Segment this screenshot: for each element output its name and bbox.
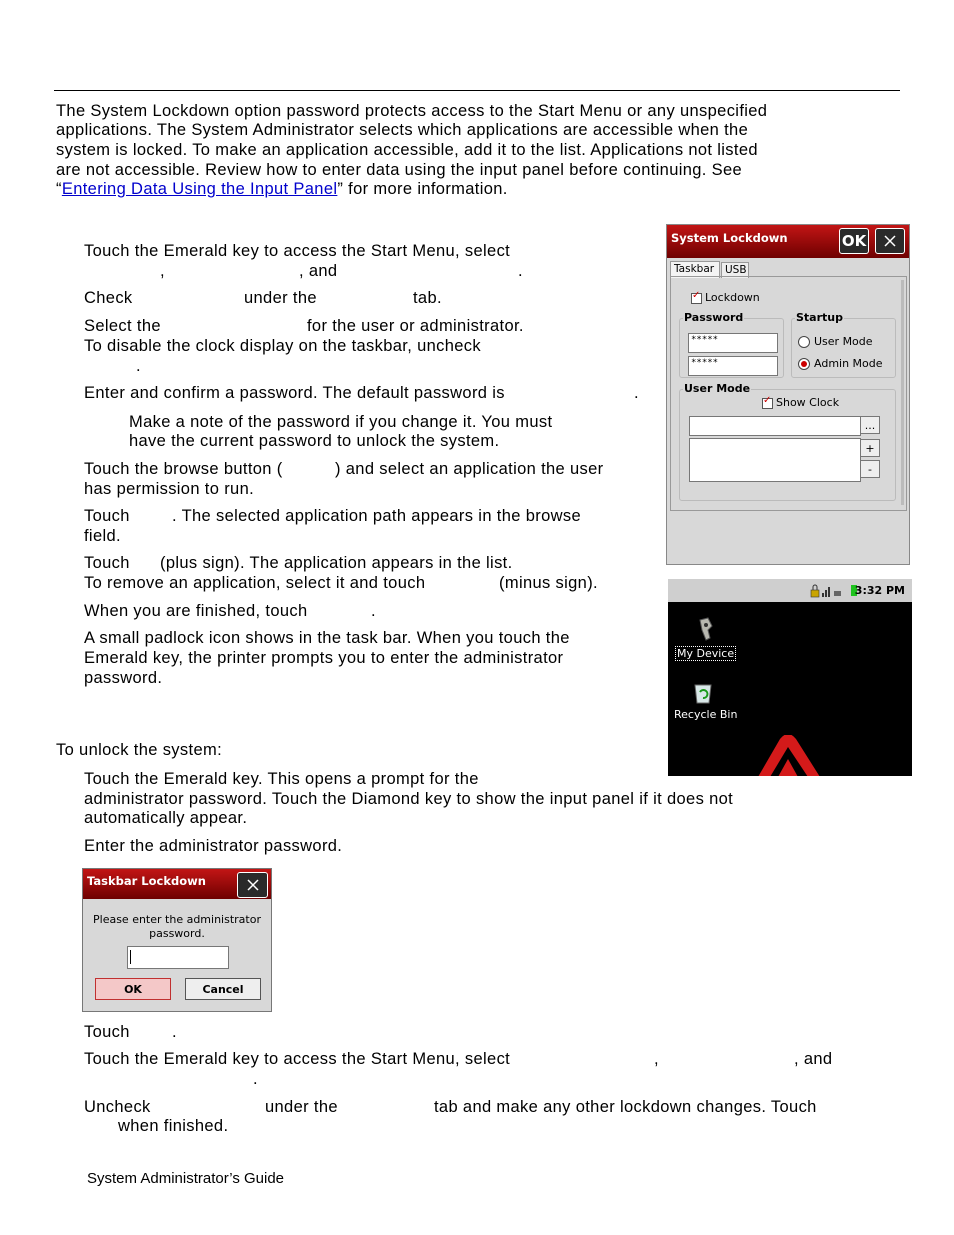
scrollbar[interactable] <box>901 280 904 505</box>
step-3-rest: for the user or administrator. <box>307 317 524 335</box>
desktop-screenshot <box>668 579 912 776</box>
step-6-rest: . The selected application path appears in the browse <box>172 507 581 525</box>
quote-mark: “ <box>56 180 62 198</box>
my-device-icon[interactable] <box>694 616 720 644</box>
step-1-period: . <box>518 262 523 280</box>
step-3-clock: To disable the clock display on the taskbar, uncheck <box>84 337 482 355</box>
unlock-step-5-line2: when finished. <box>118 1117 229 1135</box>
lockdown-checkbox[interactable] <box>691 291 760 304</box>
unlock-step-3-period: . <box>172 1023 177 1041</box>
close-icon <box>246 878 260 892</box>
intro-line: The System Lockdown option password protects access to the Start Menu or any unspecified <box>56 102 768 120</box>
prompt-line: Please enter the administrator <box>93 913 261 926</box>
step-5-text-rest: ) and select an application the user <box>335 460 604 478</box>
cancel-button[interactable]: Cancel <box>185 978 261 1000</box>
unlock-step-1: automatically appear. <box>84 809 248 827</box>
system-lockdown-window <box>666 224 910 565</box>
emerald-logo <box>754 735 824 776</box>
close-button[interactable] <box>875 228 905 254</box>
taskbar <box>668 579 912 602</box>
ok-button[interactable]: OK <box>95 978 171 1000</box>
step-1-comma: , <box>160 262 165 280</box>
add-button[interactable]: + <box>860 439 880 457</box>
user-mode-group <box>679 382 896 501</box>
ok-button[interactable]: OK <box>839 228 869 254</box>
close-button[interactable] <box>237 872 268 898</box>
text-cursor <box>130 950 131 964</box>
startup-group <box>791 311 896 378</box>
user-mode-label: User Mode <box>814 335 873 348</box>
unlock-step-5-rest: tab and make any other lockdown changes. Touch <box>434 1098 817 1116</box>
step-3-select: Select the <box>84 317 161 335</box>
admin-password-input[interactable] <box>127 946 229 969</box>
step-5-line2: has permission to run. <box>84 480 255 498</box>
note-line: have the current password to unlock the system. <box>129 432 500 450</box>
step-2-tab: tab. <box>413 289 442 307</box>
admin-mode-label: Admin Mode <box>814 357 883 370</box>
taskbar-clock: 3:32 PM <box>854 584 905 597</box>
footer-title: System Administrator’s Guide <box>87 1170 285 1187</box>
taskbar-tab-panel <box>670 276 907 511</box>
unlock-step-5-under: under the <box>265 1098 338 1116</box>
show-clock-checkbox[interactable] <box>762 396 839 409</box>
unlock-step-5-uncheck: Uncheck <box>84 1098 151 1116</box>
step-7-touch: Touch <box>84 554 130 572</box>
step-9-line: password. <box>84 669 163 687</box>
unlock-step-4-period: . <box>253 1070 258 1088</box>
intro-line: system is locked. To make an application accessible, add it to the list. Applications not listed <box>56 141 758 159</box>
unlock-step-1: Touch the Emerald key. This opens a prompt for the <box>84 770 479 788</box>
intro-line-rest: ” for more information. <box>337 180 508 198</box>
password-group-label: Password <box>684 311 744 324</box>
unlock-step-4: Touch the Emerald key to access the Start Menu, select <box>84 1050 511 1068</box>
unlock-step-4-comma: , <box>654 1050 659 1068</box>
title-bar <box>83 869 271 899</box>
unlock-step-2: Enter the administrator password. <box>84 837 343 855</box>
close-icon <box>883 234 897 248</box>
status-icons <box>810 584 848 598</box>
taskbar-lockdown-dialog <box>82 868 272 1012</box>
input-panel-link[interactable]: Entering Data Using the Input Panel <box>61 180 338 198</box>
tab-usb[interactable]: USB <box>721 262 749 278</box>
remove-button[interactable]: - <box>860 460 880 478</box>
checkbox-checked-icon <box>691 293 702 304</box>
radio-selected-icon <box>798 358 810 370</box>
step-7-remove: To remove an application, select it and touch <box>84 574 426 592</box>
browse-field[interactable] <box>689 416 861 436</box>
note-line: Make a note of the password if you change it. You must <box>129 413 553 431</box>
recycle-bin-label[interactable]: Recycle Bin <box>674 708 738 721</box>
browse-button[interactable]: ... <box>860 416 880 434</box>
recycle-bin-icon[interactable] <box>690 679 716 705</box>
prompt-line: password. <box>149 927 205 940</box>
tab-taskbar[interactable]: Taskbar <box>670 261 720 278</box>
user-mode-radio[interactable] <box>798 335 873 348</box>
my-device-label[interactable]: My Device <box>677 647 735 660</box>
user-mode-group-label: User Mode <box>684 382 751 395</box>
lockdown-label: Lockdown <box>705 291 760 304</box>
unlock-step-4-and: , and <box>794 1050 833 1068</box>
unlock-step-1: administrator password. Touch the Diamond key to show the input panel if it does not <box>84 790 734 808</box>
step-2-check: Check <box>84 289 133 307</box>
confirm-password-field[interactable]: ***** <box>688 356 778 376</box>
step-7-rest: (plus sign). The application appears in the list. <box>160 554 513 572</box>
intro-line: are not accessible. Review how to enter data using the input panel before continuing. See <box>56 161 743 179</box>
step-1-and: , and <box>299 262 338 280</box>
admin-mode-radio[interactable] <box>798 357 883 370</box>
step-8-text: When you are finished, touch <box>84 602 308 620</box>
step-2-under: under the <box>244 289 317 307</box>
password-field[interactable]: ***** <box>688 333 778 353</box>
step-8-period: . <box>371 602 376 620</box>
password-group <box>679 311 784 378</box>
radio-icon <box>798 336 810 348</box>
step-7-minus: (minus sign). <box>499 574 598 592</box>
header-rule <box>54 90 900 91</box>
intro-line <box>56 180 508 200</box>
unlock-heading: To unlock the system: <box>56 741 223 759</box>
title-bar <box>667 225 909 258</box>
step-9-line: A small padlock icon shows in the task bar. When you touch the <box>84 629 570 647</box>
step-5-text: Touch the browse button ( <box>84 460 283 478</box>
show-clock-label: Show Clock <box>776 396 840 409</box>
application-list[interactable] <box>689 438 861 482</box>
window-title: System Lockdown <box>671 231 788 245</box>
startup-group-label: Startup <box>796 311 843 324</box>
intro-line: applications. The System Administrator selects which applications are accessible when the <box>56 121 749 139</box>
prompt-message <box>83 913 271 941</box>
step-4-text: Enter and confirm a password. The default password is <box>84 384 505 402</box>
step-4-period: . <box>634 384 639 402</box>
step-9-line: Emerald key, the printer prompts you to enter the administrator <box>84 649 564 667</box>
step-6-touch: Touch <box>84 507 130 525</box>
step-1-text: Touch the Emerald key to access the Start Menu, select <box>84 242 511 260</box>
unlock-step-3-touch: Touch <box>84 1023 130 1041</box>
checkbox-checked-icon <box>762 398 773 409</box>
dialog-title: Taskbar Lockdown <box>87 874 206 888</box>
step-3-period: . <box>136 357 141 375</box>
step-6-line2: field. <box>84 527 121 545</box>
